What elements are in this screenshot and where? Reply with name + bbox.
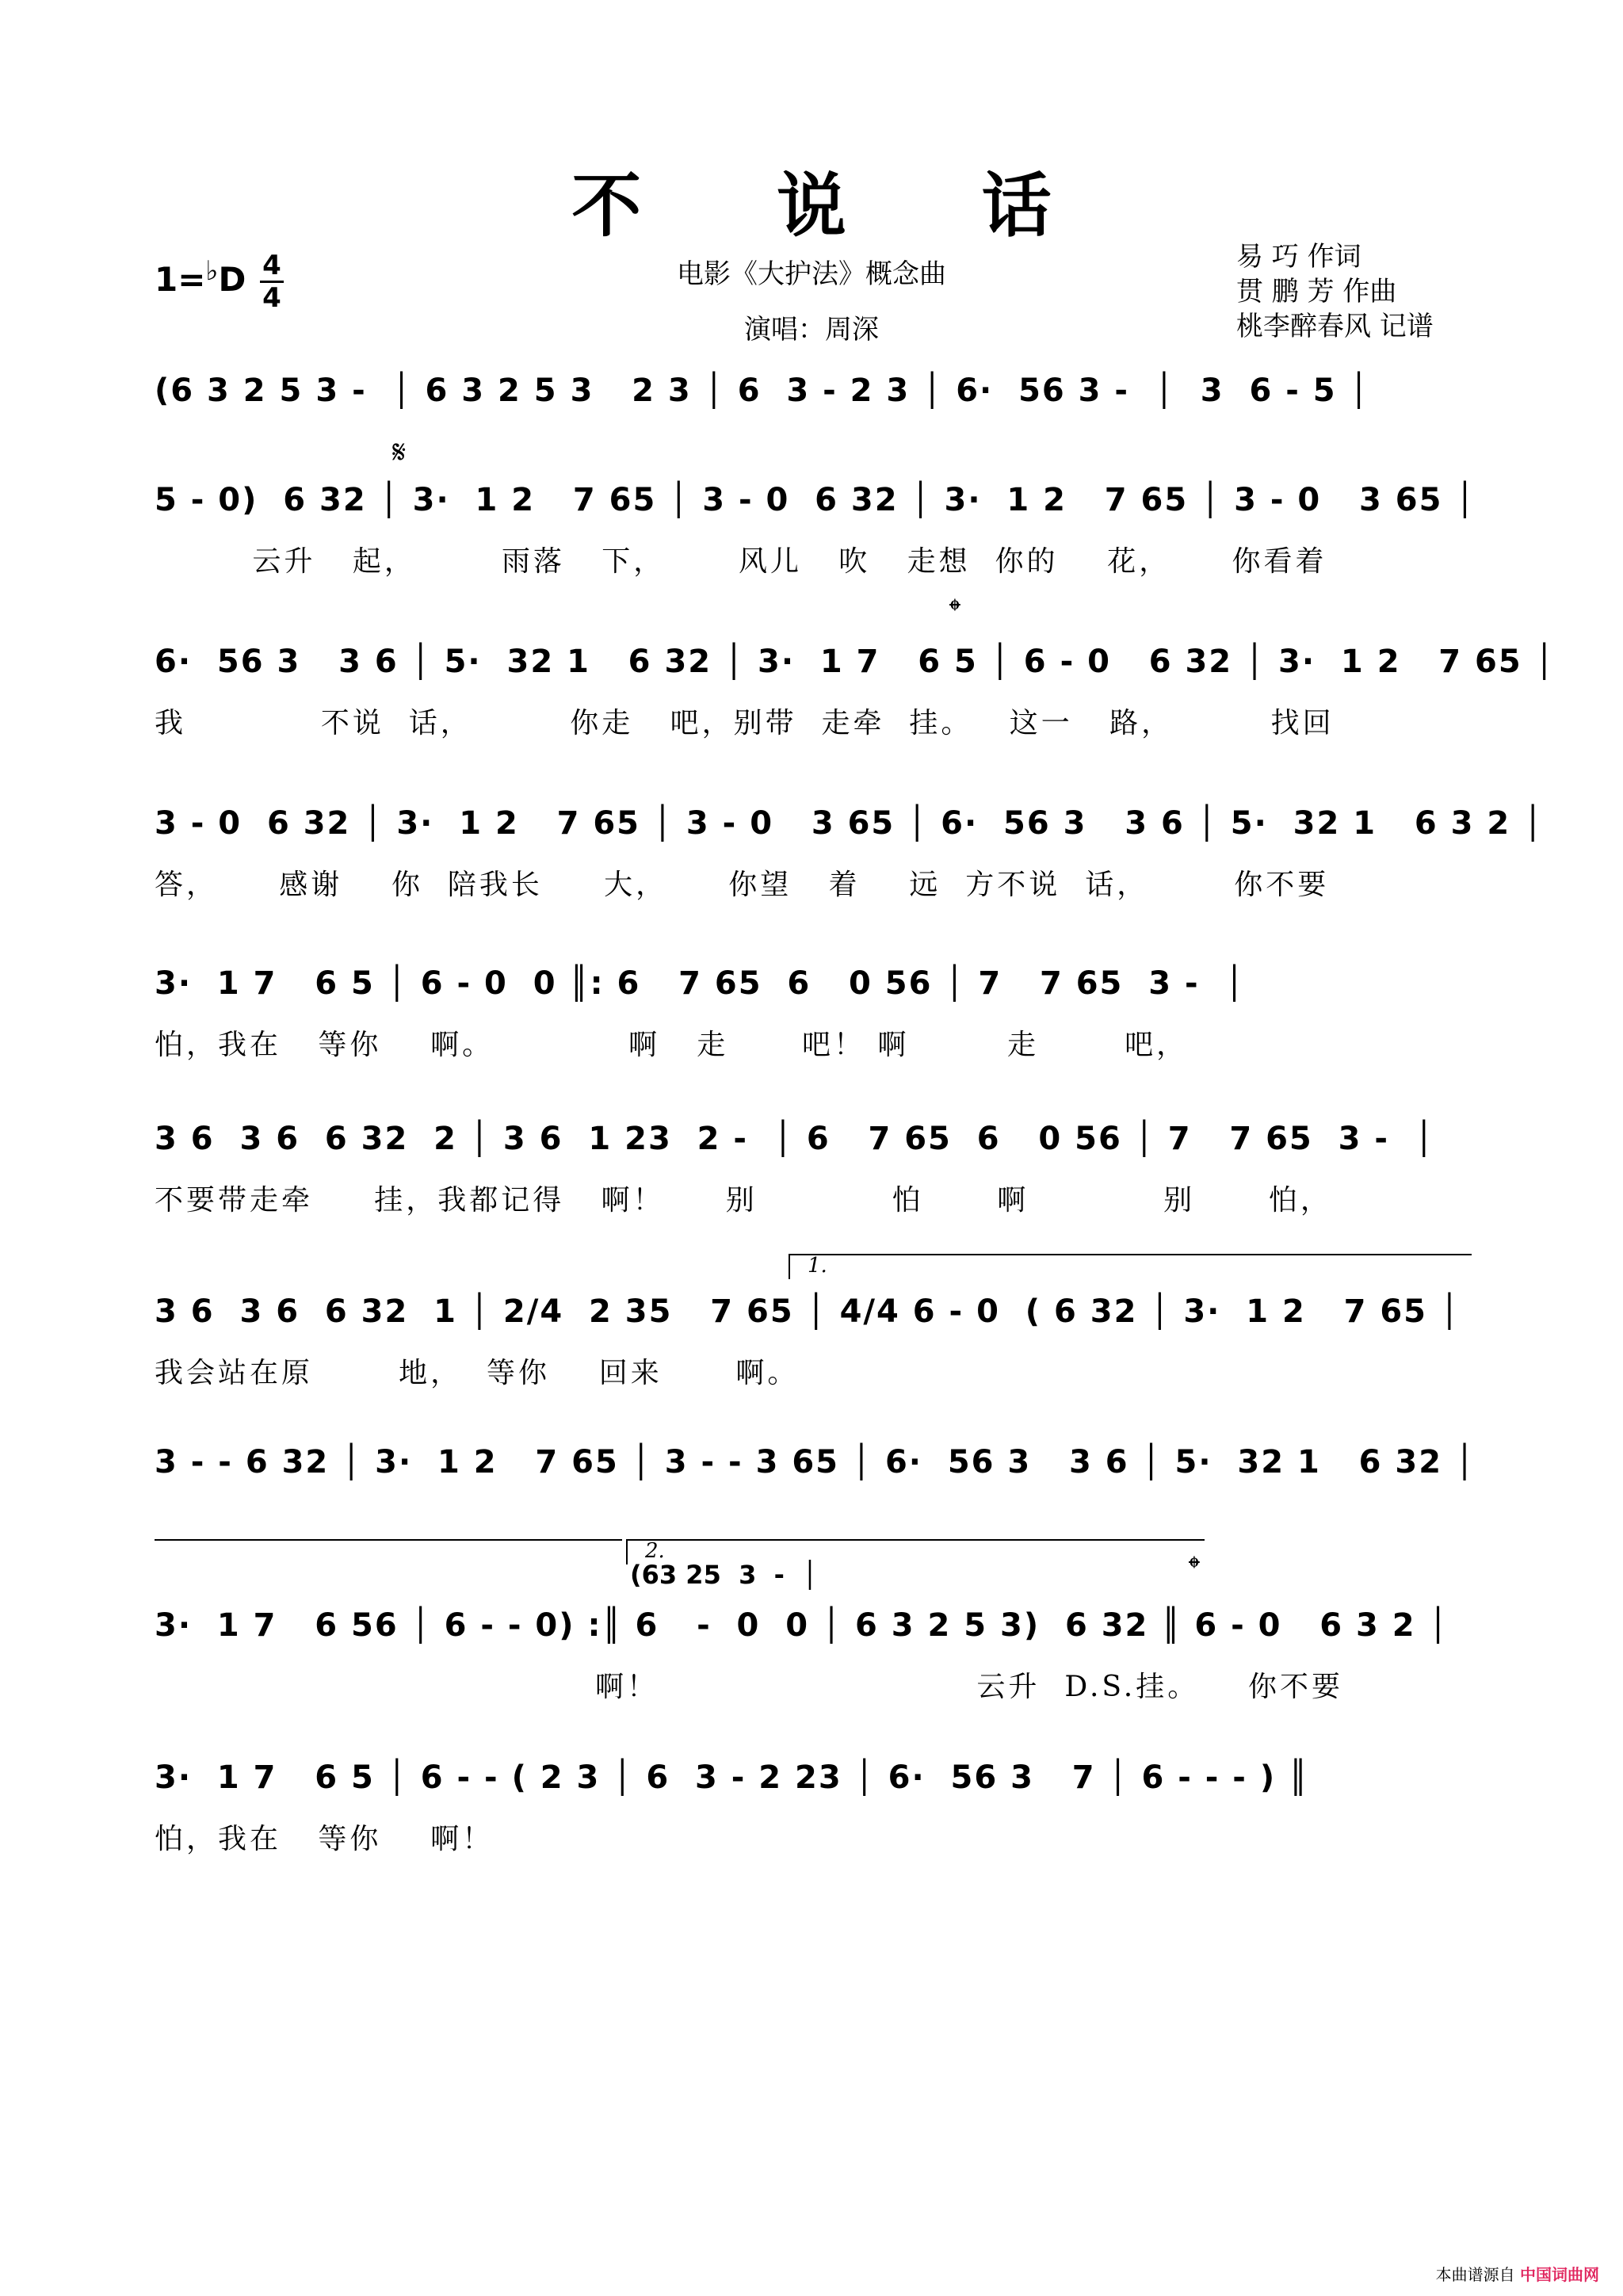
lyrics-line: 啊！ 云升 D.S.挂。 你不要 <box>155 1671 1343 1703</box>
volta-label: 1. <box>808 1254 827 1278</box>
notes-line: 3· 1 7 6 56 │ 6 - - 0) :║ 6 - 0 0 │ 6 3 2 5 3) 6 32 ║ 6 - 0 6 3 2 │ <box>155 1607 1449 1644</box>
lyrics-line: 我会站在原 地， 等你 回来 啊。 <box>155 1357 800 1389</box>
lyrics-line: 怕，我在 等你 啊！ <box>155 1823 495 1855</box>
coda-icon: 𝄌 <box>949 593 960 629</box>
song-title: 不 说 话 <box>571 164 1107 246</box>
notes-line: 3· 1 7 6 5 │ 6 - - ( 2 3 │ 6 3 - 2 23 │ 6· 56 3 7 │ 6 - - - ) ║ <box>155 1759 1310 1796</box>
lyrics-line: 我 不说 话， 你走 吧，别带 走牵 挂。 这一 路， 找回 <box>155 707 1335 739</box>
volta-label: 2. <box>645 1539 665 1563</box>
lyricist-credit: 易 巧 作词 <box>1236 241 1361 273</box>
transcriber-credit: 桃李醉春风 记谱 <box>1236 311 1434 342</box>
lyrics-line: 答， 感谢 你 陪我长 大， 你望 着 远 方不说 话， 你不要 <box>155 869 1330 901</box>
alt-notes: (63 25 3 - │ <box>630 1560 818 1590</box>
time-top: 4 <box>262 250 281 281</box>
lyrics-line: 怕，我在 等你 啊。 啊 走 吧！ 啊 走 吧， <box>155 1029 1189 1061</box>
lyrics-line: 云升 起， 雨落 下， 风儿 吹 走想 你的 花， 你看着 <box>155 545 1327 578</box>
notes-line: 5 - 0) 6 32 │ 3· 1 2 7 65 │ 3 - 0 6 32 │ 3· 1 2 7 65 │ 3 - 0 3 65 │ <box>155 482 1476 518</box>
notes-line: 3· 1 7 6 5 │ 6 - 0 0 ║: 6 7 65 6 0 56 │ 7 7 65 3 - │ <box>155 965 1246 1002</box>
lyrics-line: 不要带走牵 挂，我都记得 啊！ 别 怕 啊 别 怕， <box>155 1184 1332 1217</box>
key-note: D <box>218 260 246 299</box>
notes-line: 6· 56 3 3 6 │ 5· 32 1 6 32 │ 3· 1 7 6 5 │ 6 - 0 6 32 │ 3· 1 2 7 65 │ <box>155 644 1556 680</box>
key-label: 1= <box>155 260 206 299</box>
notes-line: (6 3 2 5 3 - │ 6 3 2 5 3 2 3 │ 6 3 - 2 3 │ 6· 56 3 - │ 3 6 - 5 │ <box>155 372 1370 409</box>
footer-site-link[interactable]: 中国词曲网 <box>1520 2265 1599 2284</box>
subtitle: 电影《大护法》概念曲 <box>677 258 946 290</box>
time-bottom: 4 <box>262 282 281 314</box>
notes-line: 3 6 3 6 6 32 2 │ 3 6 1 23 2 - │ 6 7 65 6 0 56 │ 7 7 65 3 - │ <box>155 1121 1435 1157</box>
volta-bracket-line <box>155 1539 622 1564</box>
volta-first-ending <box>789 1254 1472 1279</box>
footer-source-text: 本曲谱源自 <box>1435 2265 1515 2284</box>
composer-credit: 贯 鹏 芳 作曲 <box>1236 276 1397 308</box>
footer-source <box>1436 2262 1599 2285</box>
notes-line: 3 6 3 6 6 32 1 │ 2/4 2 35 7 65 │ 4/4 6 - 0 ( 6 32 │ 3· 1 2 7 65 │ <box>155 1293 1461 1330</box>
coda-icon: 𝄌 <box>1189 1550 1200 1587</box>
notes-line: 3 - - 6 32 │ 3· 1 2 7 65 │ 3 - - 3 65 │ 6· 56 3 3 6 │ 5· 32 1 6 32 │ <box>155 1444 1476 1480</box>
segno-icon: 𝄋 <box>392 434 407 471</box>
flat-sign: ♭ <box>205 255 219 287</box>
singer: 演唱：周深 <box>744 314 879 346</box>
notes-line: 3 - 0 6 32 │ 3· 1 2 7 65 │ 3 - 0 3 65 │ 6· 56 3 3 6 │ 5· 32 1 6 3 2 │ <box>155 805 1545 842</box>
